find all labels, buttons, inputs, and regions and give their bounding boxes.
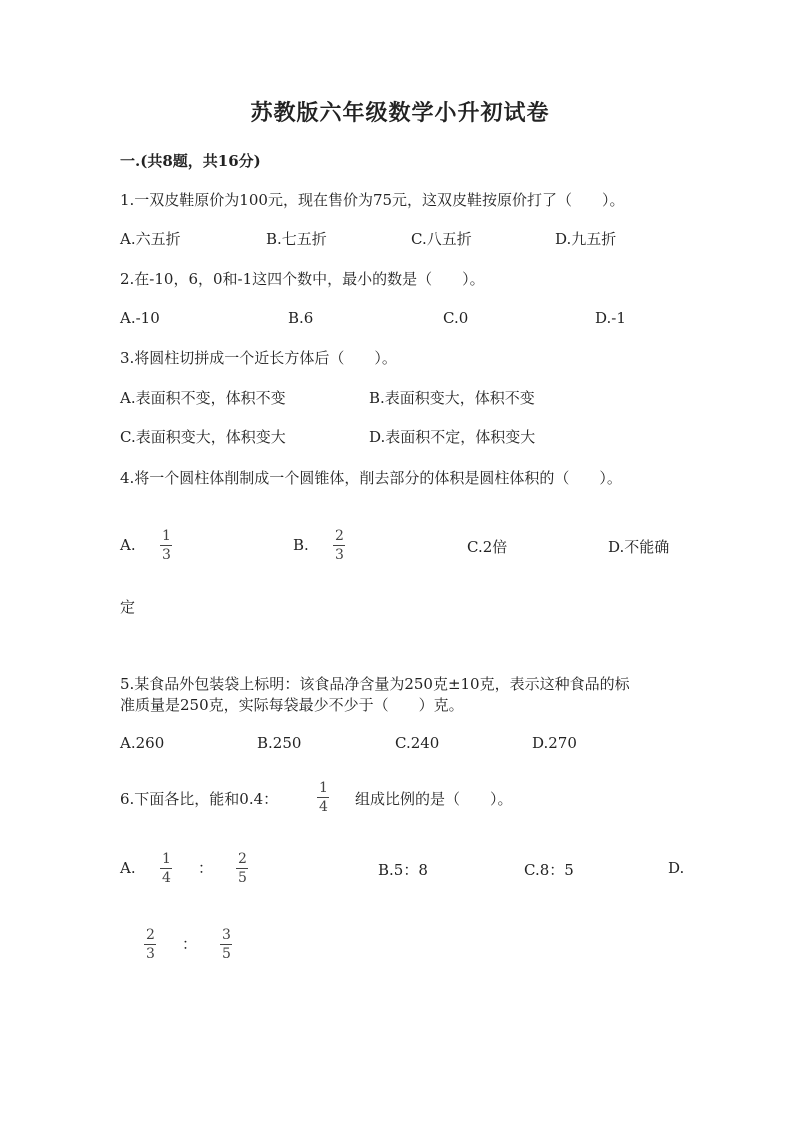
question-5-line-1: 5.某食品外包装袋上标明：该食品净含量为250克±10克，表示这种食品的标: [120, 675, 630, 693]
q1-option-d: D.九五折: [555, 230, 617, 248]
q4-option-b-denominator: 3: [335, 547, 344, 563]
q6-option-a-denominator-1: 4: [162, 870, 171, 886]
q4-option-a-denominator: 3: [162, 547, 171, 563]
q6-ratio-denominator: 4: [319, 799, 328, 815]
q4-option-a-numerator: 1: [162, 528, 171, 544]
q4-option-c: C.2倍: [467, 538, 508, 556]
q3-option-b: B.表面积变大，体积不变: [369, 389, 535, 407]
q1-option-b: B.七五折: [266, 230, 327, 248]
q4-option-d: D.不能确: [608, 538, 670, 556]
question-5-line-2: 准质量是250克，实际每袋最少不少于（ ）克。: [120, 696, 464, 714]
q5-option-d: D.270: [532, 734, 577, 752]
q6-option-d-numerator-2: 3: [222, 927, 231, 943]
q6-option-a-colon: ：: [198, 859, 214, 877]
q4-option-b-numerator: 2: [335, 528, 344, 544]
q6-option-d-label: D.: [668, 859, 685, 877]
q3-option-d: D.表面积不定，体积变大: [369, 428, 536, 446]
q6-option-b: B.5：8: [378, 861, 428, 879]
q3-option-a: A.表面积不变，体积不变: [120, 389, 286, 407]
q6-option-d-fraction-1: [144, 928, 157, 961]
q6-ratio-numerator: 1: [319, 780, 328, 796]
q6-option-a-numerator-1: 1: [162, 851, 171, 867]
q2-option-d: D.-1: [595, 309, 626, 327]
q3-option-c: C.表面积变大，体积变大: [120, 428, 286, 446]
question-6-text-after: 组成比例的是（ ）。: [355, 790, 513, 808]
q5-option-c: C.240: [395, 734, 440, 752]
q4-option-b-fraction: [333, 529, 346, 562]
q6-option-a-label: A.: [120, 859, 136, 877]
q6-option-c: C.8：5: [524, 861, 574, 879]
q6-ratio-fraction: [317, 781, 330, 814]
q2-option-c: C.0: [443, 309, 469, 327]
q1-option-a: A.六五折: [120, 230, 181, 248]
q6-option-a-denominator-2: 5: [238, 870, 247, 886]
question-2-text: 2.在-10，6，0和-1这四个数中，最小的数是（ ）。: [120, 270, 485, 288]
q2-option-b: B.6: [288, 309, 314, 327]
question-6-text-before: 6.下面各比，能和0.4：: [120, 790, 279, 808]
question-3-text: 3.将圆柱切拼成一个近长方体后（ ）。: [120, 349, 397, 367]
q1-option-c: C.八五折: [411, 230, 472, 248]
q4-option-b-label: B.: [293, 536, 309, 554]
q4-option-d-continued: 定: [120, 598, 136, 616]
q4-option-a-fraction: [160, 529, 173, 562]
section-heading: 一.(共8题，共16分): [120, 152, 261, 170]
page-title: 苏教版六年级数学小升初试卷: [250, 100, 550, 126]
q6-option-d-denominator-2: 5: [222, 946, 231, 962]
q4-option-a-label: A.: [120, 536, 136, 554]
q6-option-a-fraction-1: [160, 852, 173, 885]
q6-option-a-fraction-2: [236, 852, 249, 885]
q6-option-d-fraction-2: [220, 928, 233, 961]
question-4-text: 4.将一个圆柱体削制成一个圆锥体，削去部分的体积是圆柱体积的（ ）。: [120, 469, 622, 487]
q6-option-d-denominator-1: 3: [146, 946, 155, 962]
q6-option-a-numerator-2: 2: [238, 851, 247, 867]
q6-option-d-colon: ：: [182, 935, 198, 953]
question-1-text: 1.一双皮鞋原价为100元，现在售价为75元，这双皮鞋按原价打了（ ）。: [120, 191, 625, 209]
q5-option-b: B.250: [257, 734, 302, 752]
q6-option-d-numerator-1: 2: [146, 927, 155, 943]
q5-option-a: A.260: [120, 734, 165, 752]
q2-option-a: A.-10: [120, 309, 160, 327]
